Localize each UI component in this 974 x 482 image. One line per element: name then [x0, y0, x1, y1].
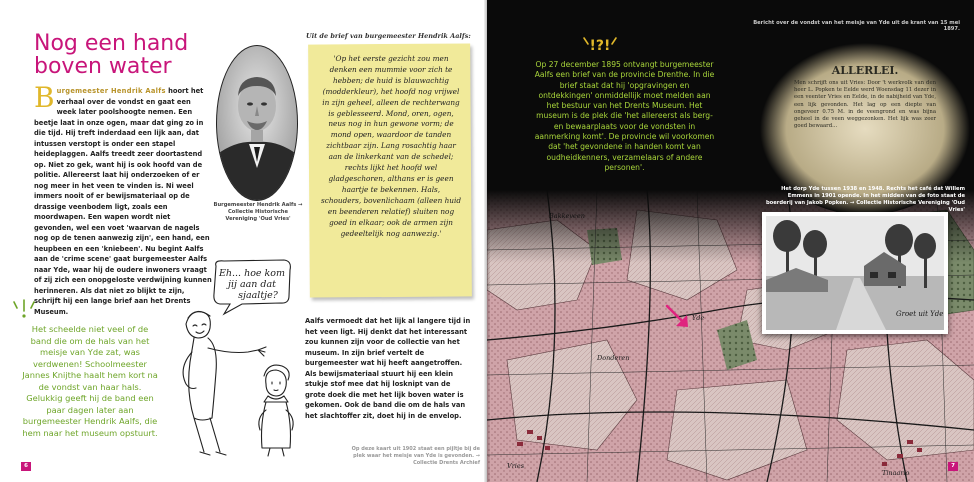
page-title: Nog een hand boven water: [34, 31, 189, 79]
svg-text:Eh... hoe kom: Eh... hoe kom: [218, 268, 286, 279]
body-paragraph: hoort het verhaal over de vondst en gaat een week later poolshoogte nemen. Een beetje laat in onze ogen, maar dat ging zo in die tijd. Hij treft inderdaad een lijk aan, dat intussen verstopt is onder een stapel heideplaggen. Aalfs treedt zeer doortastend op. Niet zo gek, want hij is ook hoofd van de politie. Allereerst laat hij onderzoeken of er nog meer in het veen te vinden is. Ni weel immers nooit of er bewijsmateriaal op de drassige veenbodem ligt, zoals een moordwapen. Een wapen wordt niet gevonden, wel een voet 'waarvan de nagels nog op de tenen aanwezig zijn', een hand, een heupbeen en een 'kniebeen'. Nu begint Aalfs aan de 'crime scene' gaat burgemeester Aalfs naar Yde, waar hij de oudere inwoners vraagt of zij zich een onopgeloste verdwijning kunnen herinneren. Als dat niet zo blijkt te zijn, schrijft hij een lange brief aan het Drents Museum.: [34, 87, 212, 316]
svg-text:!?!: !?!: [589, 38, 611, 54]
svg-text:sjaaltje?: sjaaltje?: [238, 290, 278, 301]
svg-text:jij aan dat: jij aan dat: [228, 279, 276, 290]
exclamation-icon: [580, 34, 620, 56]
body-text-intro: [34, 81, 212, 317]
village-photo: [762, 212, 948, 334]
body-text-continued: Aalfs vermoedt dat het lijk al langere tijd in het veen ligt. Hij denkt dat het interessant zou kunnen zijn voor de collectie van het museum. In zijn brief vertelt de burgemeester wat hij heeft aangetroffen. Als bewijsmateriaal stuurt hij een klein stukje stof mee dat hij losknipt van de grote doek die met het lijk boven water is gekomen. Ook de band die om de hals van het slachtoffer zit, doet hij in de envelop.: [305, 317, 471, 420]
newspaper-text: Men schrijft ons uit Vries: Door 't werkvolk van den heer L. Popken te Eelde werd Woensdag 11 dezer in een veenter Vries en Eelde, in de nabijheid van Yde, een lijk gevonden. Het lag op een diepte van ongeveer 0.75 M. in de veengrond en was bijna geheel in de veen weggezonken. Het lijk was zeer goed bewaard...: [794, 80, 936, 130]
newspaper-caption: Bericht over de vondst van het meisje van Yde uit de krant van 15 mei 1897.: [753, 20, 960, 32]
dropcap: B: [34, 81, 55, 114]
page-number-left: 6: [21, 462, 31, 471]
arrow-icon: [663, 302, 693, 332]
book-spine: [484, 0, 490, 482]
map-caption: Op deze kaart uit 1902 staat een pijltje bij de plek waar het meisje van Yde is gevonden. → Collectie Drents Archief: [351, 446, 480, 466]
callout-right: Op 27 december 1895 ontvangt burgemeester Aalfs een brief van de provincie Drenthe. In die brief staat dat hij 'opgravingen en ontdekkingen' onmiddellijk moet melden aan het bestuur van het Drents Museum. Het museum is de plek die 'het allereerst als berg- en bewaarplaats voor de vondsten in aanmerking komt'. De provincie wil voorkomen dat 'het gevondene in handen komt van oudheidkenners, verzamelaars of andere personen'.: [534, 60, 715, 172]
quote-text: 'Op het eerste gezicht zou men denken een mummie voor zich te hebben; de huid is blauwachtig (modderkleur), het hoofd nog vrijwel in zijn geheel, alleen de rechterwang is geblesseerd. Mond, oren, ogen, neus nog in hun gewone vorm; de mond open, waardoor de tanden zichtbaar zijn. Lang rosachtig haar aan de linkerkant van de schedel; rechts lijkt het hoofd wel gladgeschoren, althans er is geen haartje te bekennen. Hals, schouders, bovenlichaam (alleen huid en beenderen relatief) sluiten nog goed in elkaar; ook de armen zijn gedeeltelijk nog aanwezig.': [321, 54, 462, 238]
photo-inscription: Groet uit Yde: [896, 310, 944, 318]
page-number-right: 7: [948, 462, 958, 471]
photo-caption: Het dorp Yde tussen 1938 en 1948. Rechts het café dat Willem Emmens in 1901 opende. In het midden van de foto staat de boerderij van Jakob Popken. → Collectie Historische Vereniging 'Oud Vries': [765, 186, 965, 213]
quote-heading: Uit de brief van burgemeester Hendrik Aalfs:: [306, 32, 471, 40]
portrait-photo: [215, 44, 299, 202]
newspaper-headline: ALLERLEI.: [831, 64, 899, 77]
cartoon-illustration: [168, 300, 298, 460]
exclamation-icon: [10, 298, 38, 320]
portrait-caption: Burgemeester Hendrik Aalfs → Collectie Historische Vereniging 'Oud Vries': [213, 202, 303, 222]
author-name: urgemeester Hendrik Aalfs: [56, 87, 166, 95]
callout-left: Het scheelde niet veel of de band die om de hals van het meisje van Yde zat, was verdwenen! Schoolmeester Jannes Knijthe haalt hem kort na de vondst van haar hals. Gelukkig geeft hij de band een paar dagen later aan burgemeester Hendrik Aalfs, die hem naar het museum opstuurt.: [22, 324, 158, 438]
